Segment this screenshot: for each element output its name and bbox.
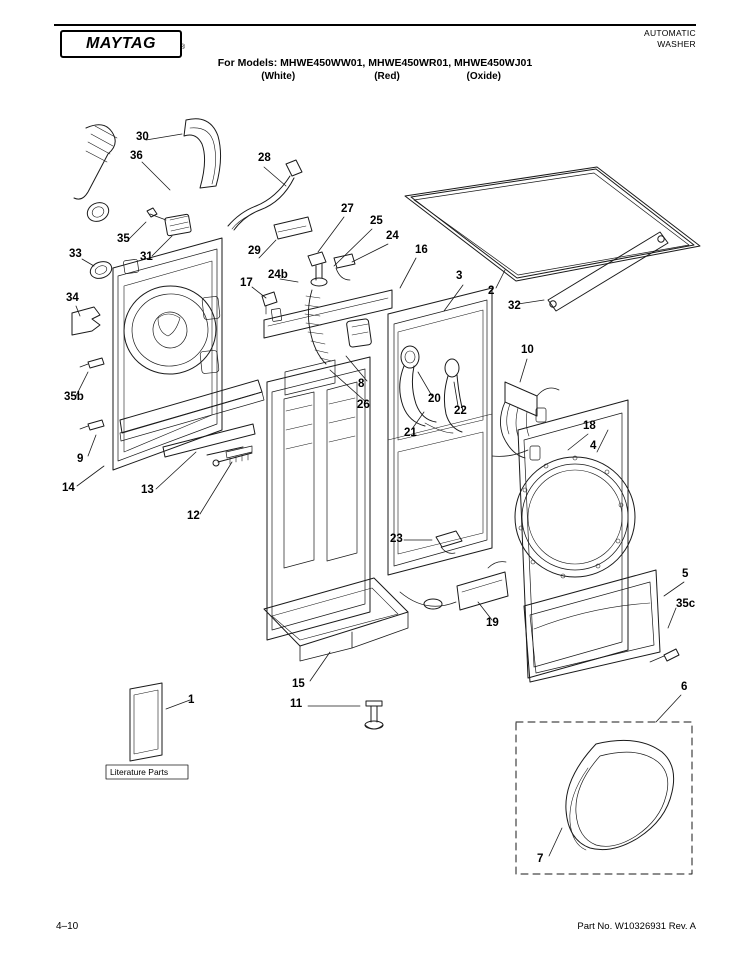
callout-12: 12 xyxy=(187,510,200,522)
callout-1: 1 xyxy=(188,694,195,706)
color-oxide: (Oxide) xyxy=(466,71,501,82)
callout-18: 18 xyxy=(583,420,596,432)
callout-13: 13 xyxy=(141,484,154,496)
callout-25: 25 xyxy=(370,215,383,227)
callout-4: 4 xyxy=(590,440,597,452)
model-list: For Models: MHWE450WW01, MHWE450WR01, MHWE450WJ01 xyxy=(217,57,533,69)
document-type-line1: AUTOMATIC xyxy=(644,28,696,38)
callout-27: 27 xyxy=(341,203,354,215)
literature-parts-label: Literature Parts xyxy=(110,767,169,777)
callout-11: 11 xyxy=(290,698,303,710)
callout-31: 31 xyxy=(140,251,153,263)
callout-35: 35 xyxy=(117,233,130,245)
callout-26: 26 xyxy=(357,399,370,411)
callout-16: 16 xyxy=(415,244,428,256)
document-type-line2: WASHER xyxy=(657,39,696,49)
callout-36: 36 xyxy=(130,150,143,162)
registered-trademark-icon: ® xyxy=(180,44,186,51)
page-number: 4–10 xyxy=(56,921,79,932)
callout-14: 14 xyxy=(62,482,75,494)
callout-3: 3 xyxy=(456,270,463,282)
callout-33: 33 xyxy=(69,248,82,260)
maytag-logo: MAYTAG xyxy=(60,30,182,58)
callout-20: 20 xyxy=(428,393,441,405)
color-variants xyxy=(0,71,750,82)
callout-9: 9 xyxy=(77,453,84,465)
document-type-heading xyxy=(644,28,696,50)
part-number: Part No. W10326931 Rev. A xyxy=(577,921,696,932)
callout-35-third: 35c xyxy=(676,598,696,610)
header-divider xyxy=(54,24,696,26)
callout-10: 10 xyxy=(521,344,534,356)
callout-17: 17 xyxy=(240,277,253,289)
callout-7: 7 xyxy=(537,853,544,865)
callout-24-duplicate: 24b xyxy=(268,269,288,281)
callout-15: 15 xyxy=(292,678,305,690)
callout-28: 28 xyxy=(258,152,271,164)
callout-2: 2 xyxy=(488,285,495,297)
callout-21: 21 xyxy=(404,427,417,439)
callout-19: 19 xyxy=(486,617,499,629)
callout-8: 8 xyxy=(358,378,365,390)
color-red: (Red) xyxy=(374,71,400,82)
callout-22: 22 xyxy=(454,405,467,417)
callout-24: 24 xyxy=(386,230,399,242)
callout-6: 6 xyxy=(681,681,688,693)
callout-23: 23 xyxy=(390,533,403,545)
callout-29: 29 xyxy=(248,245,261,257)
callout-32: 32 xyxy=(508,300,521,312)
callout-5: 5 xyxy=(682,568,689,580)
color-white: (White) xyxy=(261,71,296,82)
callout-34: 34 xyxy=(66,292,79,304)
callout-35-duplicate: 35b xyxy=(64,391,84,403)
callout-30: 30 xyxy=(136,131,149,143)
